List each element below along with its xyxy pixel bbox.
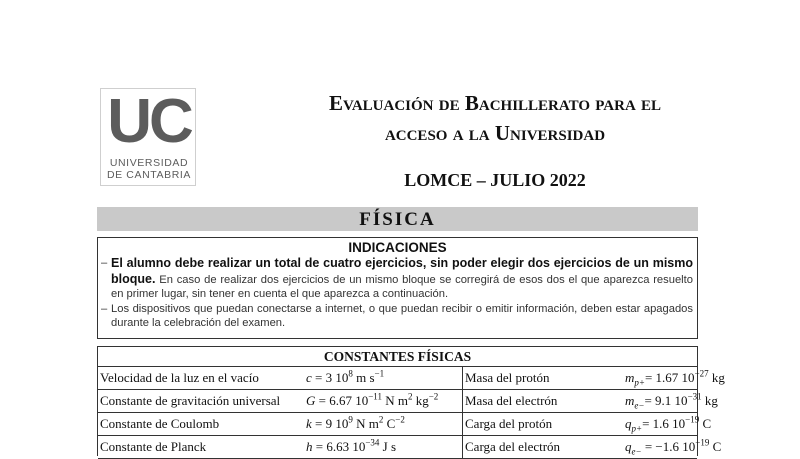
constant-symbol: G <box>306 393 316 408</box>
constant-name: Velocidad de la luz en el vacío <box>98 367 304 390</box>
constant-subscript: p+ <box>634 377 645 388</box>
instruction-1-text: En caso de realizar dos ejercicios de un mismo bloque se corregirá de esos dos el que aparezca resuelto en primer lugar, sin tener en cuenta el que aparezca a continuación. <box>111 273 693 300</box>
constant-exponent: 8 <box>348 368 353 379</box>
constant-exponent: −27 <box>694 368 709 379</box>
constant-exponent: −11 <box>368 391 382 402</box>
unit-exponent: 2 <box>378 414 384 425</box>
constants-table <box>98 367 725 459</box>
constant-name: Constante de Planck <box>98 436 304 459</box>
constant-value <box>304 436 463 459</box>
constant-name: Constante de Coulomb <box>98 413 304 436</box>
constant-value <box>593 367 725 390</box>
constant-unit: C <box>699 416 712 431</box>
unit-exponent: −1 <box>374 368 385 379</box>
constants-table-container <box>97 346 725 457</box>
bullet-dash: – <box>101 257 108 269</box>
constant-name: Carga del electrón <box>463 436 594 459</box>
constant-subscript: e− <box>634 400 645 411</box>
constant-exponent: −31 <box>687 391 702 402</box>
constants-title: CONSTANTES FÍSICAS <box>98 347 697 367</box>
table-row <box>98 413 697 436</box>
instructions-box <box>97 237 698 339</box>
exam-title-line1: Evaluación de Bachillerato para el <box>328 91 662 115</box>
constant-symbol: m <box>625 370 635 385</box>
exam-title-line2: acceso a la Universidad <box>384 121 606 145</box>
constant-unit: N m <box>381 393 408 408</box>
constant-subscript: p+ <box>631 423 643 434</box>
constant-unit: C <box>709 439 722 454</box>
constant-symbol: k <box>306 416 312 431</box>
constant-exponent: −34 <box>365 437 380 448</box>
instruction-2-text: Los dispositivos que puedan conectarse a internet, o que puedan recibir o emitir información, deben estar apagados durante la celebración del examen. <box>111 302 693 329</box>
constant-unit: m s <box>352 370 375 385</box>
constant-value <box>304 367 463 390</box>
constant-value <box>304 390 463 413</box>
logo-initials: UC <box>107 87 191 156</box>
constant-unit: C <box>383 416 396 431</box>
unit-exponent: 2 <box>407 391 413 402</box>
constant-value <box>304 413 463 436</box>
table-row <box>98 367 697 390</box>
table-row <box>98 390 697 413</box>
instructions-title: INDICACIONES <box>348 240 447 255</box>
constant-exponent: −19 <box>685 414 700 425</box>
constant-unit: kg <box>412 393 429 408</box>
constant-number: = 6.67 10 <box>315 393 369 408</box>
constant-number: = 6.63 10 <box>312 439 366 454</box>
constant-symbol: q <box>625 416 632 431</box>
instruction-item-1 <box>98 256 697 302</box>
constant-name: Masa del protón <box>463 367 594 390</box>
constant-symbol: q <box>625 439 632 454</box>
constant-subscript: e− <box>631 446 642 457</box>
table-row <box>98 436 697 459</box>
instruction-1-bold: El alumno debe realizar un total de cuatro ejercicios, sin poder elegir dos ejercicios de un mismo bloque. <box>111 256 693 286</box>
instruction-item-2 <box>98 302 697 331</box>
constant-symbol: c <box>306 370 312 385</box>
bullet-dash: – <box>101 302 108 315</box>
constant-value <box>593 390 718 413</box>
constant-number: = 1.67 10 <box>644 370 695 385</box>
constant-symbol: h <box>306 439 313 454</box>
constant-exponent: 9 <box>348 414 353 425</box>
constant-unit: kg <box>708 370 725 385</box>
constant-unit: N m <box>352 416 379 431</box>
logo-text-line2: DE CANTABRIA <box>106 169 192 181</box>
constant-name: Masa del electrón <box>463 390 594 413</box>
constant-exponent: −19 <box>695 437 710 448</box>
constant-unit: J s <box>379 439 397 454</box>
constant-number: = 9 10 <box>311 416 349 431</box>
constant-name: Constante de gravitación universal <box>98 390 304 413</box>
university-logo <box>100 88 196 186</box>
logo-text-line1: UNIVERSIDAD <box>109 157 189 169</box>
constant-value <box>593 413 712 436</box>
constant-value <box>593 436 722 459</box>
unit-exponent: −2 <box>395 414 405 425</box>
subject-heading: FÍSICA <box>97 207 698 231</box>
constant-number: = 3 10 <box>311 370 349 385</box>
constant-number: = 1.6 10 <box>642 416 686 431</box>
constant-number: = −1.6 10 <box>641 439 696 454</box>
constant-unit: kg <box>701 393 718 408</box>
exam-session: LOMCE – JULIO 2022 <box>404 170 586 190</box>
constant-name: Carga del protón <box>463 413 594 436</box>
unit-exponent: −2 <box>428 391 439 402</box>
constant-symbol: m <box>625 393 635 408</box>
constant-number: = 9.1 10 <box>644 393 688 408</box>
